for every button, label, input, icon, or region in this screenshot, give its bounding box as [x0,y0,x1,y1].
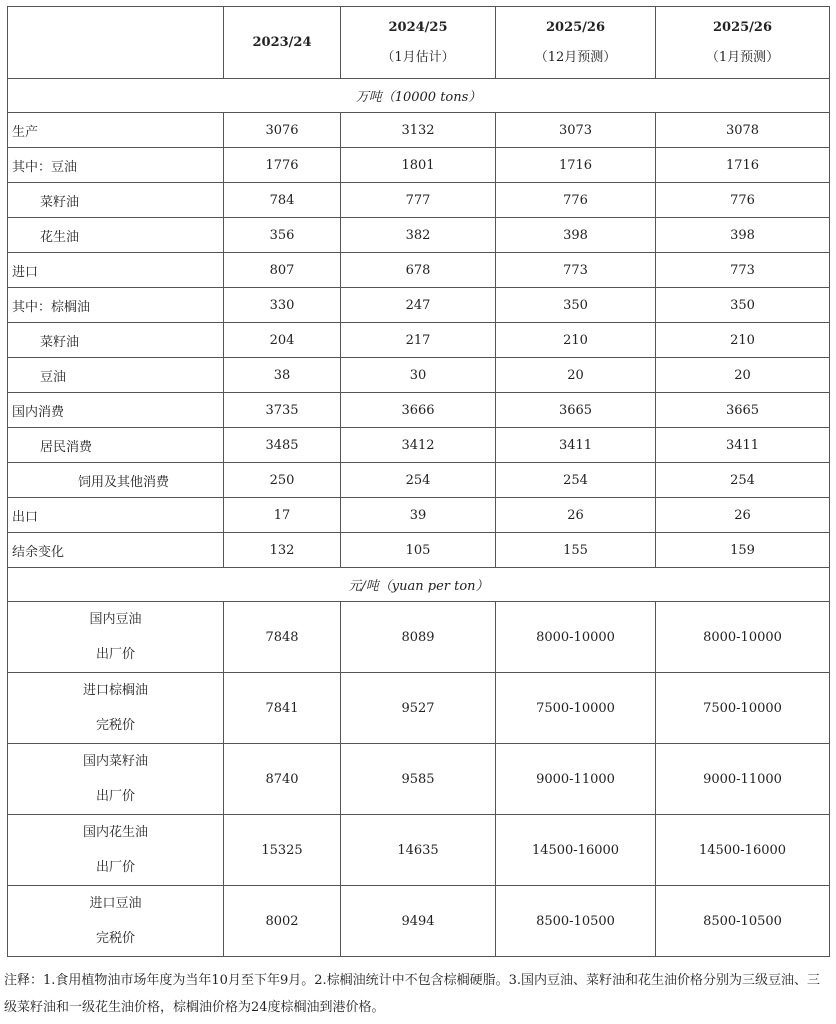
unit-label-price: 元/吨（yuan per ton） [8,568,830,602]
table-cell: 3132 [341,113,496,148]
header-col-4 [656,7,830,79]
row-label [8,886,224,957]
price-label-line1: 国内菜籽油 [82,754,148,769]
row-label: 饲用及其他消费 [8,463,224,498]
row-label: 菜籽油 [8,323,224,358]
table-cell: 776 [496,183,656,218]
row-label: 豆油 [8,358,224,393]
row-label [8,673,224,744]
table-row [8,393,830,428]
table-cell: 3411 [496,428,656,463]
table-cell: 3076 [224,113,341,148]
table-row [8,744,830,815]
row-label: 结余变化 [8,533,224,568]
header-year: 2024/25 [388,19,448,35]
table-cell: 3665 [656,393,830,428]
table-cell: 7500-10000 [496,673,656,744]
table-row [8,498,830,533]
balance-sheet-table [7,6,830,957]
table-cell: 3665 [496,393,656,428]
table-row [8,113,830,148]
row-label [8,815,224,886]
table-cell: 15325 [224,815,341,886]
row-label: 居民消费 [8,428,224,463]
table-cell: 9527 [341,673,496,744]
table-cell: 8500-10500 [656,886,830,957]
table-cell: 38 [224,358,341,393]
table-cell: 247 [341,288,496,323]
table-cell: 7500-10000 [656,673,830,744]
table-cell: 807 [224,253,341,288]
table-cell: 254 [496,463,656,498]
table-cell: 105 [341,533,496,568]
price-label-line1: 国内豆油 [89,612,142,627]
table-cell: 3078 [656,113,830,148]
header-col-1 [224,7,341,79]
row-label: 菜籽油 [8,183,224,218]
table-row [8,323,830,358]
table-cell: 159 [656,533,830,568]
table-row [8,148,830,183]
table-cell: 776 [656,183,830,218]
table-cell: 398 [656,218,830,253]
row-label: 国内消费 [8,393,224,428]
table-cell: 350 [656,288,830,323]
table-cell: 204 [224,323,341,358]
row-label: 花生油 [8,218,224,253]
unit-row-quantity [8,79,830,113]
table-cell: 9000-11000 [656,744,830,815]
header-year: 2023/24 [252,34,312,50]
table-cell: 3666 [341,393,496,428]
table-cell: 254 [656,463,830,498]
table-cell: 3485 [224,428,341,463]
price-label-line2: 出厂价 [95,647,135,662]
table-cell: 26 [656,498,830,533]
table-cell: 7848 [224,602,341,673]
row-label: 生产 [8,113,224,148]
table-cell: 250 [224,463,341,498]
table-cell: 350 [496,288,656,323]
table-cell: 777 [341,183,496,218]
header-subtitle: （1月预测） [705,49,780,65]
table-row [8,253,830,288]
price-label-line2: 完税价 [95,931,135,946]
header-empty-cell [8,7,224,79]
header-subtitle: （12月预测） [534,49,617,65]
table-cell: 3411 [656,428,830,463]
table-cell: 773 [656,253,830,288]
table-row [8,183,830,218]
table-cell: 1801 [341,148,496,183]
table-cell: 356 [224,218,341,253]
header-subtitle: （1月估计） [381,49,455,65]
table-cell: 3412 [341,428,496,463]
table-cell: 773 [496,253,656,288]
price-label-line1: 进口棕榈油 [82,683,148,698]
table-cell: 1716 [656,148,830,183]
table-cell: 210 [496,323,656,358]
table-cell: 9494 [341,886,496,957]
price-label-line2: 完税价 [95,718,135,733]
table-row [8,463,830,498]
table-row [8,533,830,568]
table-cell: 210 [656,323,830,358]
table-cell: 254 [341,463,496,498]
row-label: 进口 [8,253,224,288]
footnote: 注释：1.食用植物油市场年度为当年10月至下年9月。2.棕榈油统计中不包含棕榈硬脂。3.国内豆油、菜籽油和花生油价格分别为三级豆油、三级菜籽油和一级花生油价格，棕榈油价格为24度棕榈油到港价格。 [4,973,821,1015]
price-label-line1: 进口豆油 [89,896,142,911]
table-cell: 14500-16000 [656,815,830,886]
table-row [8,673,830,744]
table-cell: 155 [496,533,656,568]
table-cell: 8000-10000 [656,602,830,673]
table-cell: 678 [341,253,496,288]
table-row [8,358,830,393]
table-cell: 3735 [224,393,341,428]
table-cell: 14635 [341,815,496,886]
row-label: 其中：棕榈油 [8,288,224,323]
unit-label-quantity: 万吨（10000 tons） [8,79,830,113]
row-label [8,744,224,815]
header-col-3 [496,7,656,79]
table-cell: 330 [224,288,341,323]
header-year: 2025/26 [712,19,773,35]
row-label: 其中：豆油 [8,148,224,183]
price-label-line2: 出厂价 [95,860,135,875]
table-cell: 20 [656,358,830,393]
table-cell: 8740 [224,744,341,815]
table-cell: 398 [496,218,656,253]
table-cell: 39 [341,498,496,533]
table-row [8,815,830,886]
table-cell: 217 [341,323,496,358]
table-cell: 784 [224,183,341,218]
table-cell: 9000-11000 [496,744,656,815]
price-label-line2: 出厂价 [95,789,135,804]
table-cell: 8500-10500 [496,886,656,957]
header-year: 2025/26 [545,19,606,35]
table-cell: 1776 [224,148,341,183]
table-cell: 1716 [496,148,656,183]
price-label-line1: 国内花生油 [82,825,148,840]
unit-row-price [8,568,830,602]
table-cell: 14500-16000 [496,815,656,886]
table-row [8,218,830,253]
table-cell: 26 [496,498,656,533]
header-col-2 [341,7,496,79]
row-label [8,602,224,673]
header-row [8,7,830,79]
table-row [8,288,830,323]
row-label: 出口 [8,498,224,533]
table-cell: 8000-10000 [496,602,656,673]
table-cell: 3073 [496,113,656,148]
table-cell: 17 [224,498,341,533]
table-row [8,602,830,673]
table-cell: 8002 [224,886,341,957]
table-row [8,886,830,957]
table-cell: 20 [496,358,656,393]
table-row [8,428,830,463]
table-cell: 30 [341,358,496,393]
table-cell: 9585 [341,744,496,815]
table-cell: 382 [341,218,496,253]
table-cell: 7841 [224,673,341,744]
table-cell: 8089 [341,602,496,673]
table-cell: 132 [224,533,341,568]
